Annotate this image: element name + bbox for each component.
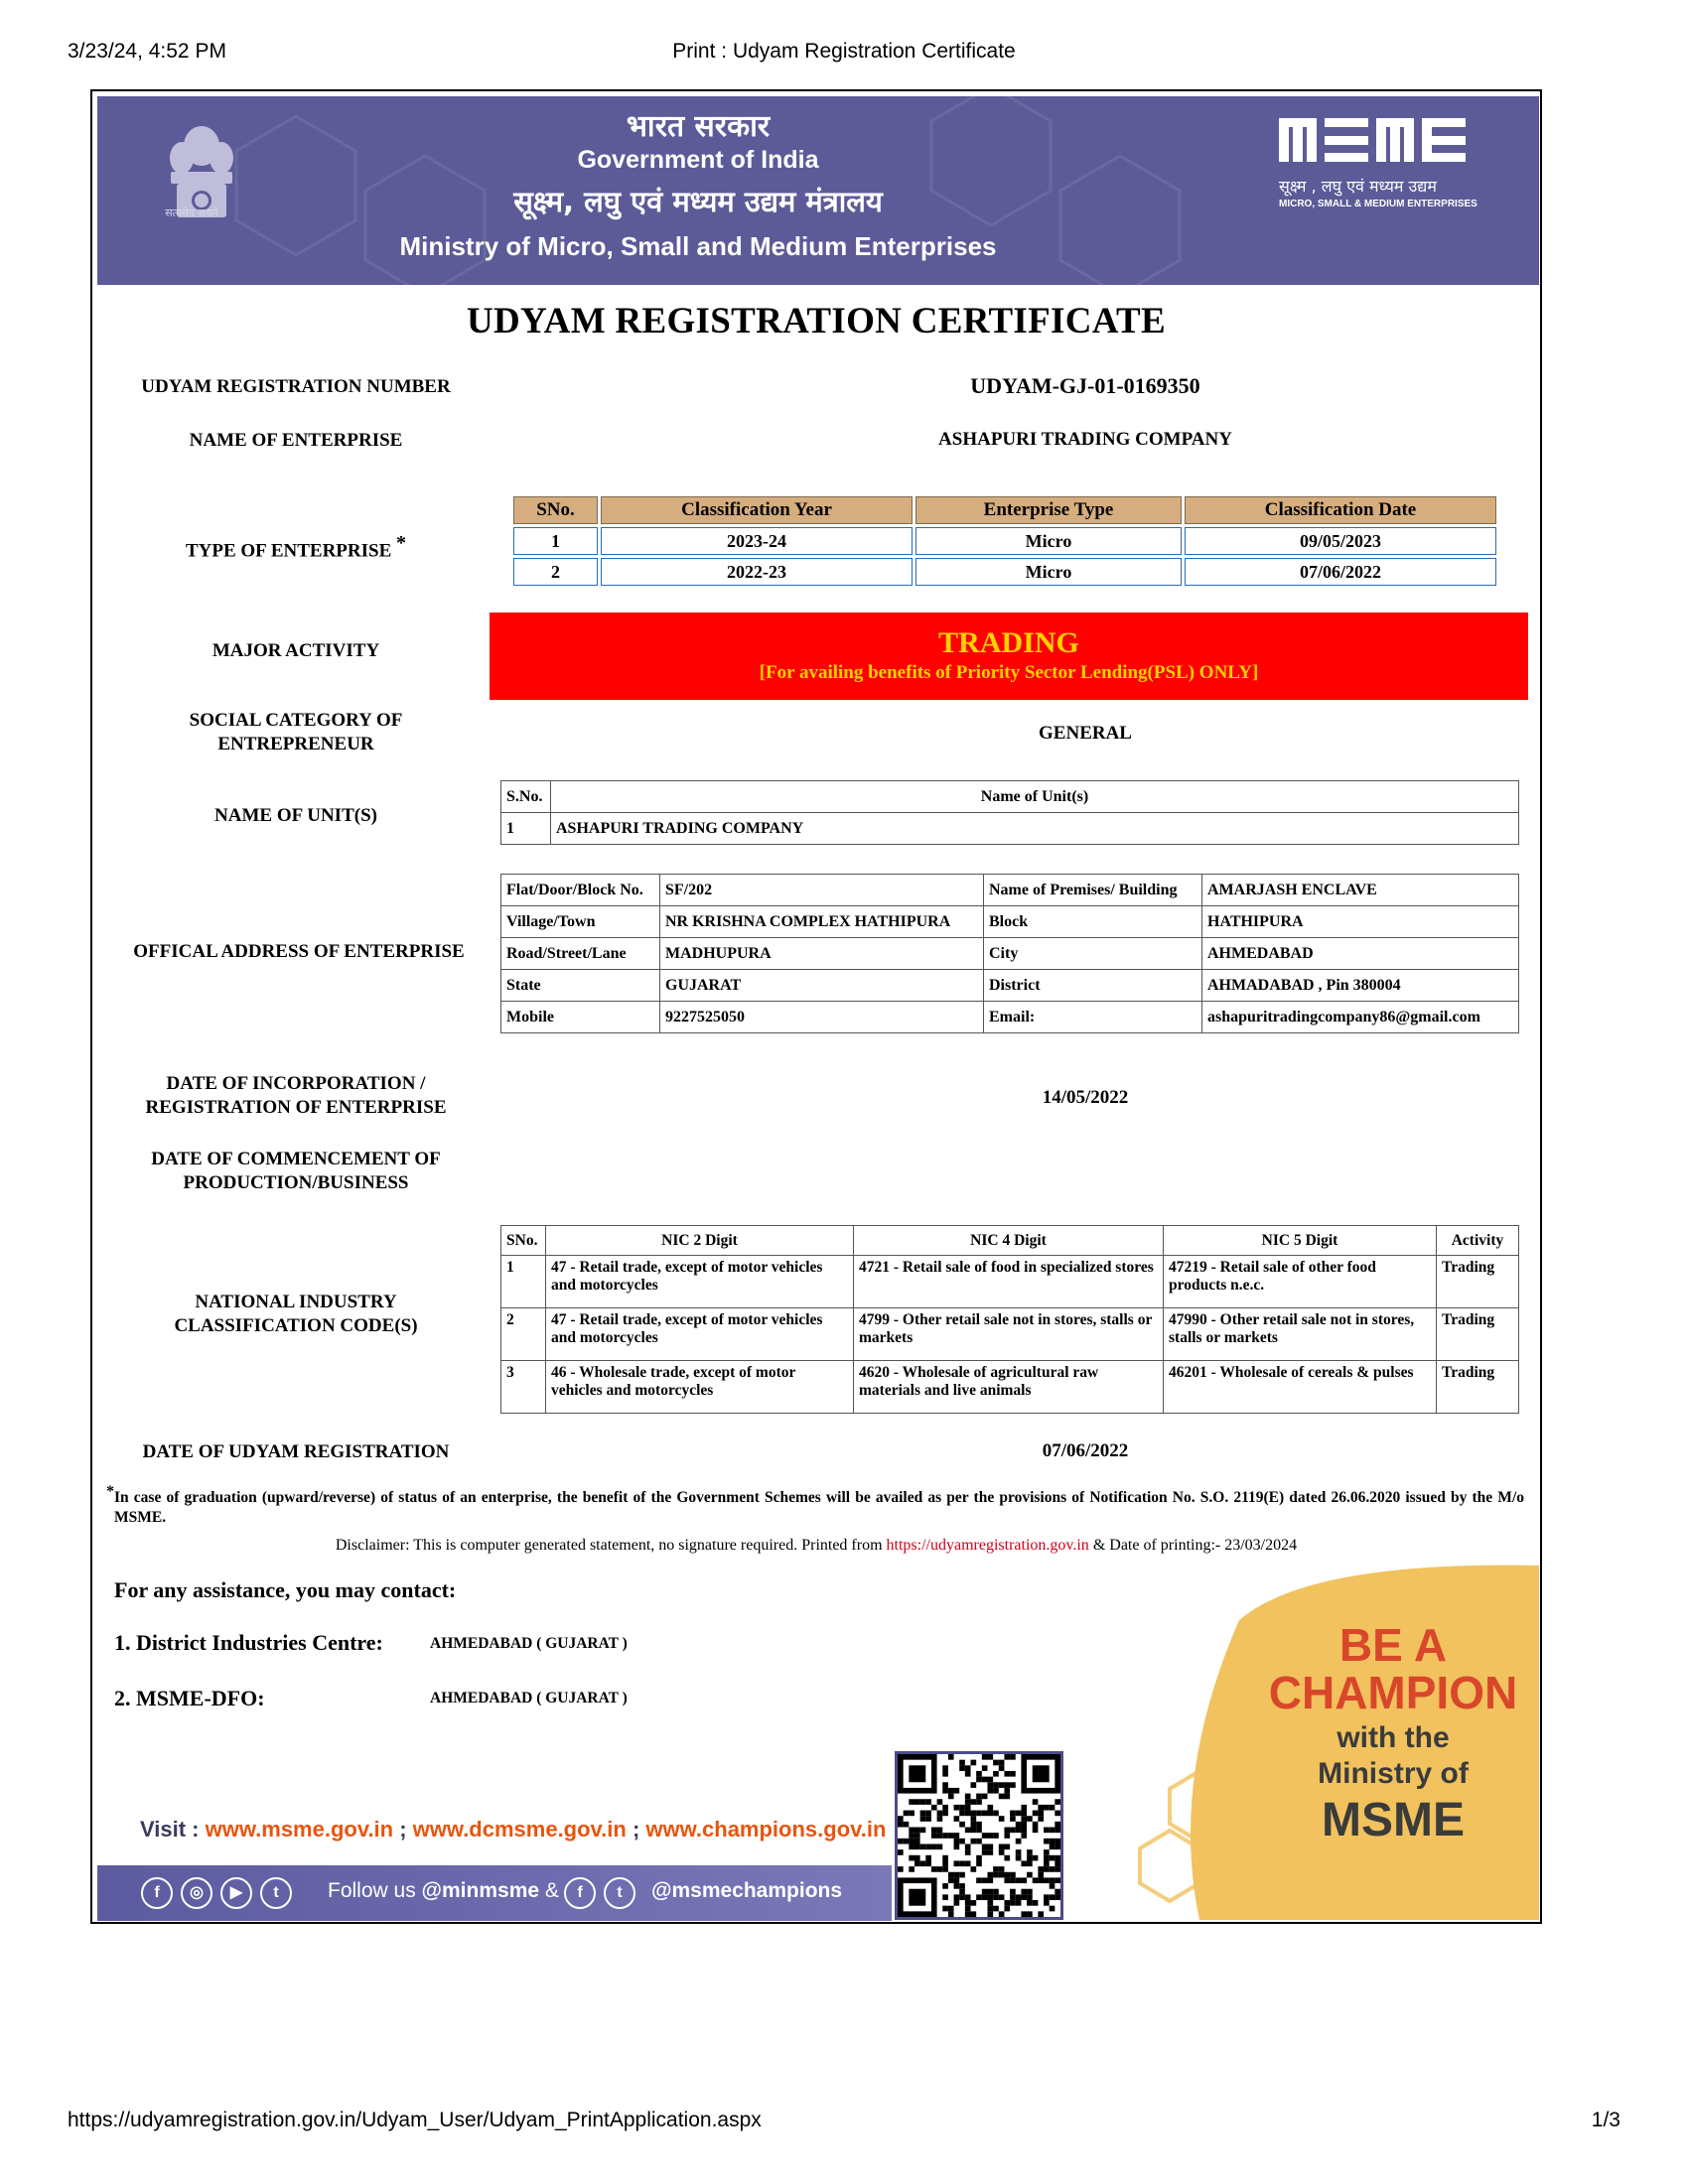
- assistance-heading: For any assistance, you may contact:: [114, 1577, 457, 1602]
- table-cell: AHMADABAD , Pin 380004: [1202, 970, 1519, 1002]
- dfo-value: AHMEDABAD ( GUJARAT ): [430, 1690, 628, 1706]
- visit-links: [140, 1817, 886, 1843]
- certificate-title: UDYAM REGISTRATION CERTIFICATE: [467, 301, 1166, 341]
- qr-code-icon: [898, 1754, 1060, 1917]
- table-row: [513, 558, 1496, 586]
- incorp-label-line: DATE OF INCORPORATION /: [166, 1073, 426, 1094]
- col-header: Enterprise Type: [915, 496, 1182, 524]
- follow-label: Follow us: [328, 1879, 422, 1902]
- table-cell: ASHAPURI TRADING COMPANY: [551, 813, 1519, 845]
- col-header: Classification Year: [601, 496, 913, 524]
- table-cell: Village/Town: [501, 906, 660, 938]
- table-cell: 9227525050: [660, 1002, 984, 1033]
- udyam-date-label: DATE OF UDYAM REGISTRATION: [142, 1441, 450, 1462]
- units-label: NAME OF UNIT(S): [214, 805, 377, 826]
- table-cell: 09/05/2023: [1185, 527, 1496, 555]
- table-row: [513, 527, 1496, 555]
- table-cell: Email:: [984, 1002, 1202, 1033]
- enterprise-type-text: TYPE OF ENTERPRISE: [185, 540, 392, 562]
- major-activity-label: MAJOR ACTIVITY: [211, 640, 380, 661]
- visit-label: Visit :: [140, 1817, 206, 1842]
- udyam-date-value: 07/06/2022: [1042, 1440, 1129, 1461]
- instagram-icon[interactable]: ◎: [181, 1877, 212, 1909]
- enterprise-name-value: ASHAPURI TRADING COMPANY: [938, 429, 1232, 450]
- incorp-label-line: REGISTRATION OF ENTERPRISE: [145, 1097, 447, 1118]
- print-footer: [68, 2109, 1620, 2138]
- table-row: [501, 970, 1519, 1002]
- col-header: NIC 4 Digit: [854, 1226, 1164, 1256]
- certificate: [90, 89, 1542, 1924]
- print-header: [68, 40, 1620, 69]
- col-header: NIC 5 Digit: [1164, 1226, 1437, 1256]
- twitter-icon[interactable]: t: [604, 1877, 635, 1909]
- units-table: [500, 780, 1519, 845]
- banner-gov-india: Government of India: [577, 146, 819, 174]
- table-cell: NR KRISHNA COMPLEX HATHIPURA: [660, 906, 984, 938]
- table-row: [501, 813, 1519, 845]
- enterprise-name-label: NAME OF ENTERPRISE: [189, 430, 403, 451]
- banner-hindi-title: भारत सरकार: [626, 109, 771, 144]
- handle-minmsme[interactable]: @minmsme: [421, 1879, 540, 1902]
- separator: ;: [626, 1817, 646, 1842]
- enterprise-type-table: [510, 493, 1499, 589]
- facebook-icon[interactable]: f: [141, 1877, 173, 1909]
- champion-line5: MSME: [1322, 1794, 1465, 1846]
- col-header: SNo.: [513, 496, 598, 524]
- table-cell: Road/Street/Lane: [501, 938, 660, 970]
- table-cell: Micro: [915, 527, 1182, 555]
- dic-value: AHMEDABAD ( GUJARAT ): [430, 1635, 628, 1652]
- disclaimer-date: & Date of printing:- 23/03/2024: [1088, 1537, 1298, 1554]
- nic-label-line: NATIONAL INDUSTRY: [195, 1292, 397, 1312]
- link-dcmsme[interactable]: www.dcmsme.gov.in: [412, 1817, 627, 1842]
- table-cell: Trading: [1437, 1308, 1519, 1361]
- table-cell: MADHUPURA: [660, 938, 984, 970]
- table-cell: 2: [513, 558, 598, 586]
- table-cell: SF/202: [660, 875, 984, 906]
- table-cell: HATHIPURA: [1202, 906, 1519, 938]
- table-header-row: [501, 781, 1519, 813]
- col-header: Classification Date: [1185, 496, 1496, 524]
- table-cell: Block: [984, 906, 1202, 938]
- enterprise-type-label: [92, 531, 499, 563]
- table-row: [501, 938, 1519, 970]
- champion-line3: with the: [1336, 1721, 1450, 1754]
- table-cell: 47219 - Retail sale of other food products n.e.c.: [1164, 1256, 1437, 1308]
- msme-logo: [1279, 116, 1507, 225]
- table-cell: 07/06/2022: [1185, 558, 1496, 586]
- table-row: [501, 1361, 1519, 1414]
- champion-line1: BE A: [1338, 1619, 1448, 1671]
- table-cell: 46201 - Wholesale of cereals & pulses: [1164, 1361, 1437, 1414]
- reg-number-label: UDYAM REGISTRATION NUMBER: [141, 376, 451, 397]
- table-row: [501, 906, 1519, 938]
- table-cell: Flat/Door/Block No.: [501, 875, 660, 906]
- print-datetime: 3/23/24, 4:52 PM: [68, 40, 226, 63]
- msme-logo-icon: [1279, 116, 1507, 166]
- note-text: In case of graduation (upward/reverse) of status of an enterprise, the benefit of the Government Schemes will be availed as per the provisions of Notification No. S.O. 2119(E) dated 26.06.2020 issued by the M/o MSME.: [114, 1489, 1524, 1526]
- col-header: SNo.: [501, 1226, 546, 1256]
- follow-text: [328, 1879, 559, 1903]
- separator: ;: [393, 1817, 413, 1842]
- table-cell: 2023-24: [601, 527, 913, 555]
- nic-label-line: CLASSIFICATION CODE(S): [174, 1315, 418, 1336]
- social-label-line: ENTREPRENEUR: [217, 734, 374, 754]
- table-cell: 4620 - Wholesale of agricultural raw materials and live animals: [854, 1361, 1164, 1414]
- table-cell: City: [984, 938, 1202, 970]
- twitter-icon[interactable]: t: [260, 1877, 292, 1909]
- table-cell: Trading: [1437, 1361, 1519, 1414]
- table-cell: 2022-23: [601, 558, 913, 586]
- table-cell: 47 - Retail trade, except of motor vehicles and motorcycles: [546, 1256, 854, 1308]
- champion-line4: Ministry of: [1318, 1757, 1469, 1790]
- table-cell: 3: [501, 1361, 546, 1414]
- link-champions[interactable]: www.champions.gov.in: [645, 1817, 887, 1842]
- champion-line2: CHAMPION: [1268, 1667, 1518, 1718]
- address-label: OFFICAL ADDRESS OF ENTERPRISE: [133, 941, 465, 962]
- table-cell: 4799 - Other retail sale not in stores, stalls or markets: [854, 1308, 1164, 1361]
- disclaimer-text: Disclaimer: This is computer generated statement, no signature required. Printed from: [335, 1537, 887, 1554]
- col-header: Activity: [1437, 1226, 1519, 1256]
- nic-label: [92, 1291, 499, 1338]
- table-cell: 1: [501, 813, 551, 845]
- dic-label: 1. District Industries Centre:: [114, 1630, 383, 1655]
- handle-text[interactable]: @msmechampions: [651, 1879, 843, 1902]
- gov-banner: [97, 96, 1539, 285]
- dfo-label: 2. MSME-DFO:: [114, 1686, 265, 1710]
- table-cell: AHMEDABAD: [1202, 938, 1519, 970]
- table-cell: 47990 - Other retail sale not in stores, stalls or markets: [1164, 1308, 1437, 1361]
- social-follow-bar: [97, 1865, 892, 1921]
- commence-label-line: DATE OF COMMENCEMENT OF: [151, 1149, 441, 1169]
- banner-hindi-ministry: सूक्ष्म, लघु एवं मध्यम उद्यम मंत्रालय: [513, 185, 883, 218]
- table-row: [501, 1308, 1519, 1361]
- col-header: NIC 2 Digit: [546, 1226, 854, 1256]
- banner-ministry: Ministry of Micro, Small and Medium Enterprises: [399, 231, 997, 261]
- table-cell: ashapuritradingcompany86@gmail.com: [1202, 1002, 1519, 1033]
- table-row: [501, 1256, 1519, 1308]
- table-cell: District: [984, 970, 1202, 1002]
- qr-code: [895, 1751, 1063, 1920]
- table-cell: 47 - Retail trade, except of motor vehicles and motorcycles: [546, 1308, 854, 1361]
- emblem-motto: सत्यमेव जयते: [165, 207, 218, 219]
- table-cell: 46 - Wholesale trade, except of motor vehicles and motorcycles: [546, 1361, 854, 1414]
- social-category-value: GENERAL: [1039, 723, 1132, 744]
- logo-subtitle: MICRO, SMALL & MEDIUM ENTERPRISES: [1279, 199, 1477, 209]
- commencement-label: [92, 1148, 499, 1195]
- major-activity-value: TRADING: [938, 626, 1079, 659]
- page-number: 1/3: [1591, 2109, 1620, 2131]
- table-cell: 2: [501, 1308, 546, 1361]
- table-cell: Micro: [915, 558, 1182, 586]
- table-cell: 1: [513, 527, 598, 555]
- table-header-row: [513, 496, 1496, 524]
- major-activity-box: [490, 613, 1528, 700]
- col-header: Name of Unit(s): [551, 781, 1519, 813]
- table-cell: 1: [501, 1256, 546, 1308]
- follow-amp: &: [539, 1879, 559, 1902]
- print-title: Print : Udyam Registration Certificate: [672, 40, 1016, 63]
- youtube-icon[interactable]: ▶: [220, 1877, 252, 1909]
- incorporation-label: [92, 1072, 499, 1120]
- col-header: S.No.: [501, 781, 551, 813]
- table-cell: 4721 - Retail sale of food in specialized stores: [854, 1256, 1164, 1308]
- table-cell: Mobile: [501, 1002, 660, 1033]
- facebook-icon[interactable]: f: [564, 1877, 596, 1909]
- incorporation-date: 14/05/2022: [1042, 1087, 1129, 1108]
- social-category-label: [92, 709, 499, 756]
- type-footnote-star: *: [396, 532, 407, 554]
- table-cell: GUJARAT: [660, 970, 984, 1002]
- table-cell: Trading: [1437, 1256, 1519, 1308]
- graduation-note: [106, 1483, 1524, 1528]
- address-table: [500, 874, 1519, 1033]
- social-label-line: SOCIAL CATEGORY OF: [189, 710, 403, 731]
- table-cell: Name of Premises/ Building: [984, 875, 1202, 906]
- disclaimer: [92, 1537, 1540, 1555]
- commence-label-line: PRODUCTION/BUSINESS: [183, 1172, 409, 1193]
- table-row: [501, 1002, 1519, 1033]
- table-row: [501, 875, 1519, 906]
- table-header-row: [501, 1226, 1519, 1256]
- disclaimer-link[interactable]: https://udyamregistration.gov.in: [886, 1537, 1089, 1554]
- note-star: *: [106, 1483, 114, 1500]
- table-cell: State: [501, 970, 660, 1002]
- table-cell: AMARJASH ENCLAVE: [1202, 875, 1519, 906]
- logo-hindi: सूक्ष्म , लघु एवं मध्यम उद्यम: [1279, 177, 1437, 196]
- major-activity-note: [For availing benefits of Priority Sector Lending(PSL) ONLY]: [759, 662, 1259, 683]
- champion-promo: [1130, 1561, 1539, 1920]
- handle-msmechampions: [651, 1879, 842, 1903]
- print-url: https://udyamregistration.gov.in/Udyam_User/Udyam_PrintApplication.aspx: [68, 2109, 762, 2131]
- link-msme[interactable]: www.msme.gov.in: [205, 1817, 394, 1842]
- nic-table: [500, 1225, 1519, 1414]
- reg-number-value: UDYAM-GJ-01-0169350: [970, 373, 1200, 398]
